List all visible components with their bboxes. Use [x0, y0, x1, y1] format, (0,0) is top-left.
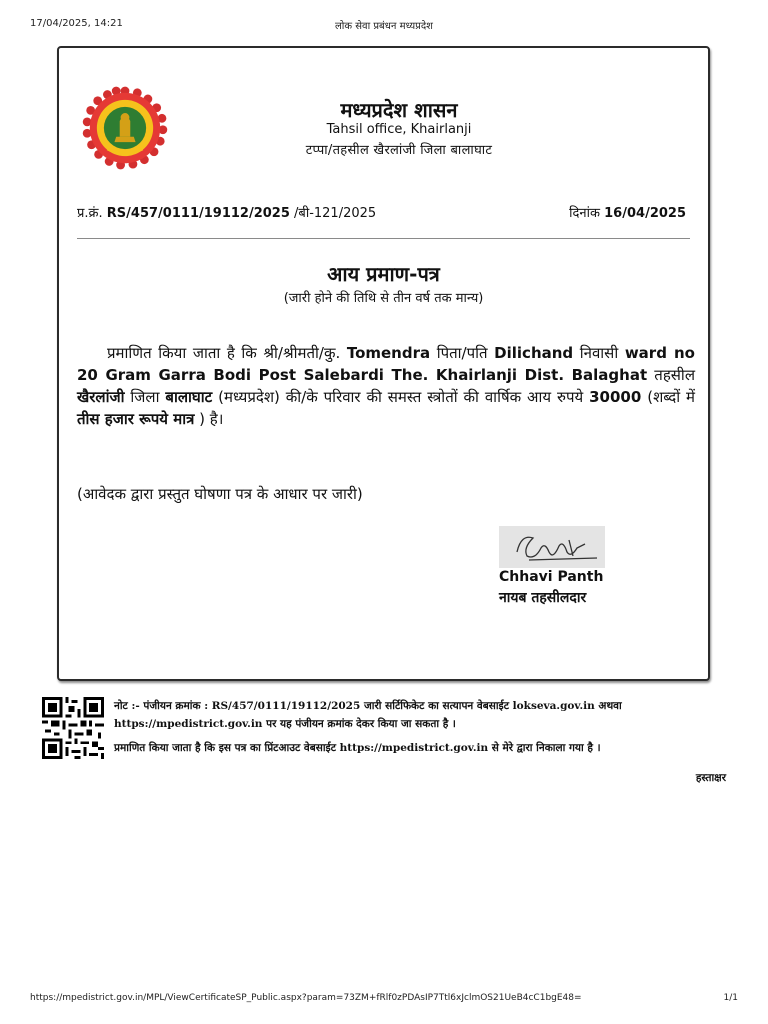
- tehsil-name: खैरलांजी: [77, 388, 125, 406]
- applicant-name: Tomendra: [346, 344, 431, 362]
- father-name: Dilichand: [494, 344, 574, 362]
- certificate-box: [57, 46, 710, 681]
- govt-name: मध्यप्रदेश शासन: [340, 98, 458, 122]
- print-datetime: 17/04/2025, 14:21: [30, 18, 123, 29]
- signatory-name: Chhavi Panth: [499, 569, 604, 585]
- lokseva-link[interactable]: lokseva.gov.in: [512, 700, 595, 712]
- issue-basis: (आवेदक द्वारा प्रस्तुत घोषणा पत्र के आधार पर जारी): [77, 485, 363, 503]
- reference-number: प्र.क्रं. RS/457/0111/19112/2025 /बी-121/2025: [77, 206, 377, 221]
- signatory-designation: नायब तहसीलदार: [499, 590, 587, 606]
- qr-code-icon: [42, 697, 104, 759]
- reference-date: दिनांक 16/04/2025: [569, 206, 686, 221]
- mpedistrict-print-link[interactable]: https://mpedistrict.gov.in: [339, 742, 489, 754]
- certificate-body: प्रमाणित किया जाता है कि श्री/श्रीमती/कु. Tomendra पिता/पति Dilichand निवासी ward no 20 Gram Garra Bodi Post Salebardi The. Khairlanji Dist. Balaghat तहसील खैरलांजी जिला बालाघाट (मध्यप्रदेश) की/के परिवार की समस्त स्त्रोतों की वार्षिक आय रुपये 30000 (शब्दों में तीस हजार रूपये मात्र ) है।: [77, 344, 695, 428]
- registration-number: RS/457/0111/19112/2025: [211, 700, 361, 712]
- district-name: बालाघाट: [165, 388, 213, 406]
- print-footer-url: https://mpedistrict.gov.in/MPL/ViewCertificateSP_Public.aspx?param=73ZM+fRlf0zPDAsIP7Ttl6xJclmOS21UeB4cC1bgE48=: [30, 993, 582, 1003]
- signature-label: हस्ताक्षर: [695, 772, 726, 784]
- mp-govt-emblem-icon: [81, 84, 169, 172]
- printout-note: प्रमाणित किया जाता है कि इस पत्र का प्रिंटआउट वेबसाईट https://mpedistrict.gov.in से मेरे द्वारा निकाला गया है ।: [114, 742, 601, 754]
- print-footer: [30, 993, 738, 1009]
- applicant-address: ward no 20 Gram Garra Bodi Post Salebardi The. Khairlanji Dist. Balaghat: [77, 344, 695, 384]
- verification-note: नोट :- पंजीयन क्रमांक : RS/457/0111/19112/2025 जारी सर्टिफिकेट का सत्यापन वेबसाईट lokseva.gov.in अथवा https://mpedistrict.gov.in पर यह पंजीयन क्रमांक देकर किया जा सकता है ।: [114, 700, 622, 730]
- office-name: Tahsil office, Khairlanji: [326, 122, 472, 137]
- print-header: [30, 18, 738, 34]
- handwritten-signature-image: [499, 526, 605, 568]
- print-page-number: 1/1: [723, 993, 738, 1003]
- reference-row: [77, 203, 686, 223]
- divider: [77, 238, 690, 239]
- income-amount-words: तीस हजार रूपये मात्र: [77, 410, 195, 428]
- mpedistrict-link[interactable]: https://mpedistrict.gov.in: [114, 718, 263, 730]
- office-name-hindi: टप्पा/तहसील खैरलांजी जिला बालाघाट: [305, 143, 493, 158]
- certificate-title: आय प्रमाण-पत्र: [327, 262, 440, 286]
- print-page-title: लोक सेवा प्रबंधन मध्यप्रदेश: [335, 21, 433, 32]
- certificate-validity: (जारी होने की तिथि से तीन वर्ष तक मान्य): [283, 291, 484, 306]
- income-amount: 30000: [589, 388, 642, 406]
